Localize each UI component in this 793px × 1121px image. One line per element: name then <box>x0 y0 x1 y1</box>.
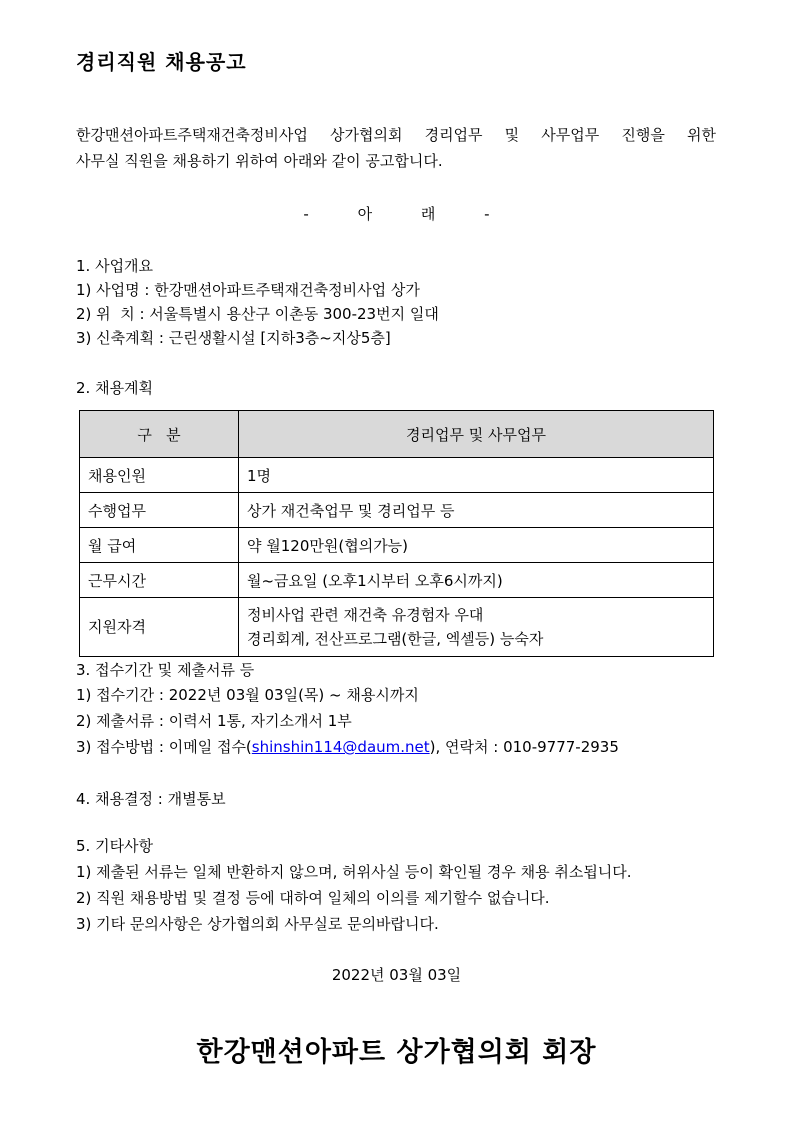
arae-rae: 래 <box>420 205 436 223</box>
row-label: 월 급여 <box>80 528 239 563</box>
row-value-qualification <box>239 598 714 657</box>
row-label: 채용인원 <box>80 458 239 493</box>
section2-heading: 2. 채용계획 <box>76 379 154 397</box>
dash-right: - <box>484 205 490 223</box>
qualification-line-2: 경리회계, 전산프로그램(한글, 엑셀등) 능숙자 <box>247 630 544 648</box>
hiring-plan-table <box>79 410 714 657</box>
row-label: 지원자격 <box>80 598 239 657</box>
table-row-qualification <box>80 598 714 657</box>
table-row <box>80 458 714 493</box>
section3-item-2: 2) 제출서류 : 이력서 1통, 자기소개서 1부 <box>76 712 352 730</box>
section3-item-3 <box>76 736 619 757</box>
row-value: 상가 재건축업무 및 경리업무 등 <box>239 493 714 528</box>
row-value: 월~금요일 (오후1시부터 오후6시까지) <box>239 563 714 598</box>
section5-heading: 5. 기타사항 <box>76 837 154 855</box>
intro-line-1: 한강맨션아파트주택재건축정비사업 상가협의회 경리업무 및 사무업무 진행을 위한 <box>76 126 716 144</box>
below-heading <box>0 203 793 224</box>
section5-item-1: 1) 제출된 서류는 일체 반환하지 않으며, 허위사실 등이 확인될 경우 채용 취소됩니다. <box>76 863 632 881</box>
section3-item-1: 1) 접수기간 : 2022년 03월 03일(목) ~ 채용시까지 <box>76 686 419 704</box>
signer-title: 한강맨션아파트 상가협의회 회장 <box>196 1037 597 1068</box>
qualification-line-1: 정비사업 관련 재건축 유경험자 우대 <box>247 606 484 624</box>
section1-heading: 1. 사업개요 <box>76 257 154 275</box>
document-title: 경리직원 채용공고 <box>76 50 247 74</box>
row-value: 약 월120만원(협의가능) <box>239 528 714 563</box>
notice-date: 2022년 03월 03일 <box>331 966 462 984</box>
table-header-duties: 경리업무 및 사무업무 <box>239 411 714 458</box>
row-label: 근무시간 <box>80 563 239 598</box>
section3-heading: 3. 접수기간 및 제출서류 등 <box>76 661 255 679</box>
section1-item-1: 1) 사업명 : 한강맨션아파트주택재건축정비사업 상가 <box>76 281 420 299</box>
section5-item-3: 3) 기타 문의사항은 상가협의회 사무실로 문의바랍니다. <box>76 915 439 933</box>
section1-item-3: 3) 신축계획 : 근린생활시설 [지하3층~지상5층] <box>76 329 391 347</box>
table-row <box>80 563 714 598</box>
row-value: 1명 <box>239 458 714 493</box>
arae-a: 아 <box>357 205 373 223</box>
item3-prefix: 3) 접수방법 : 이메일 접수( <box>76 738 252 756</box>
table-row <box>80 528 714 563</box>
email-link[interactable]: shinshin114@daum.net <box>251 738 430 756</box>
section1-item-2: 2) 위 치 : 서울특별시 용산구 이촌동 300-23번지 일대 <box>76 305 439 323</box>
row-label: 수행업무 <box>80 493 239 528</box>
table-header-row <box>80 411 714 458</box>
section5-item-2: 2) 직원 채용방법 및 결정 등에 대하여 일체의 이의를 제기할수 없습니다. <box>76 889 550 907</box>
item3-suffix: ), 연락처 : 010-9777-2935 <box>429 738 619 756</box>
table-header-category: 구 분 <box>80 411 239 458</box>
dash-left: - <box>303 205 309 223</box>
section4-heading: 4. 채용결정 : 개별통보 <box>76 790 226 808</box>
intro-line-2: 사무실 직원을 채용하기 위하여 아래와 같이 공고합니다. <box>76 152 443 170</box>
table-row <box>80 493 714 528</box>
